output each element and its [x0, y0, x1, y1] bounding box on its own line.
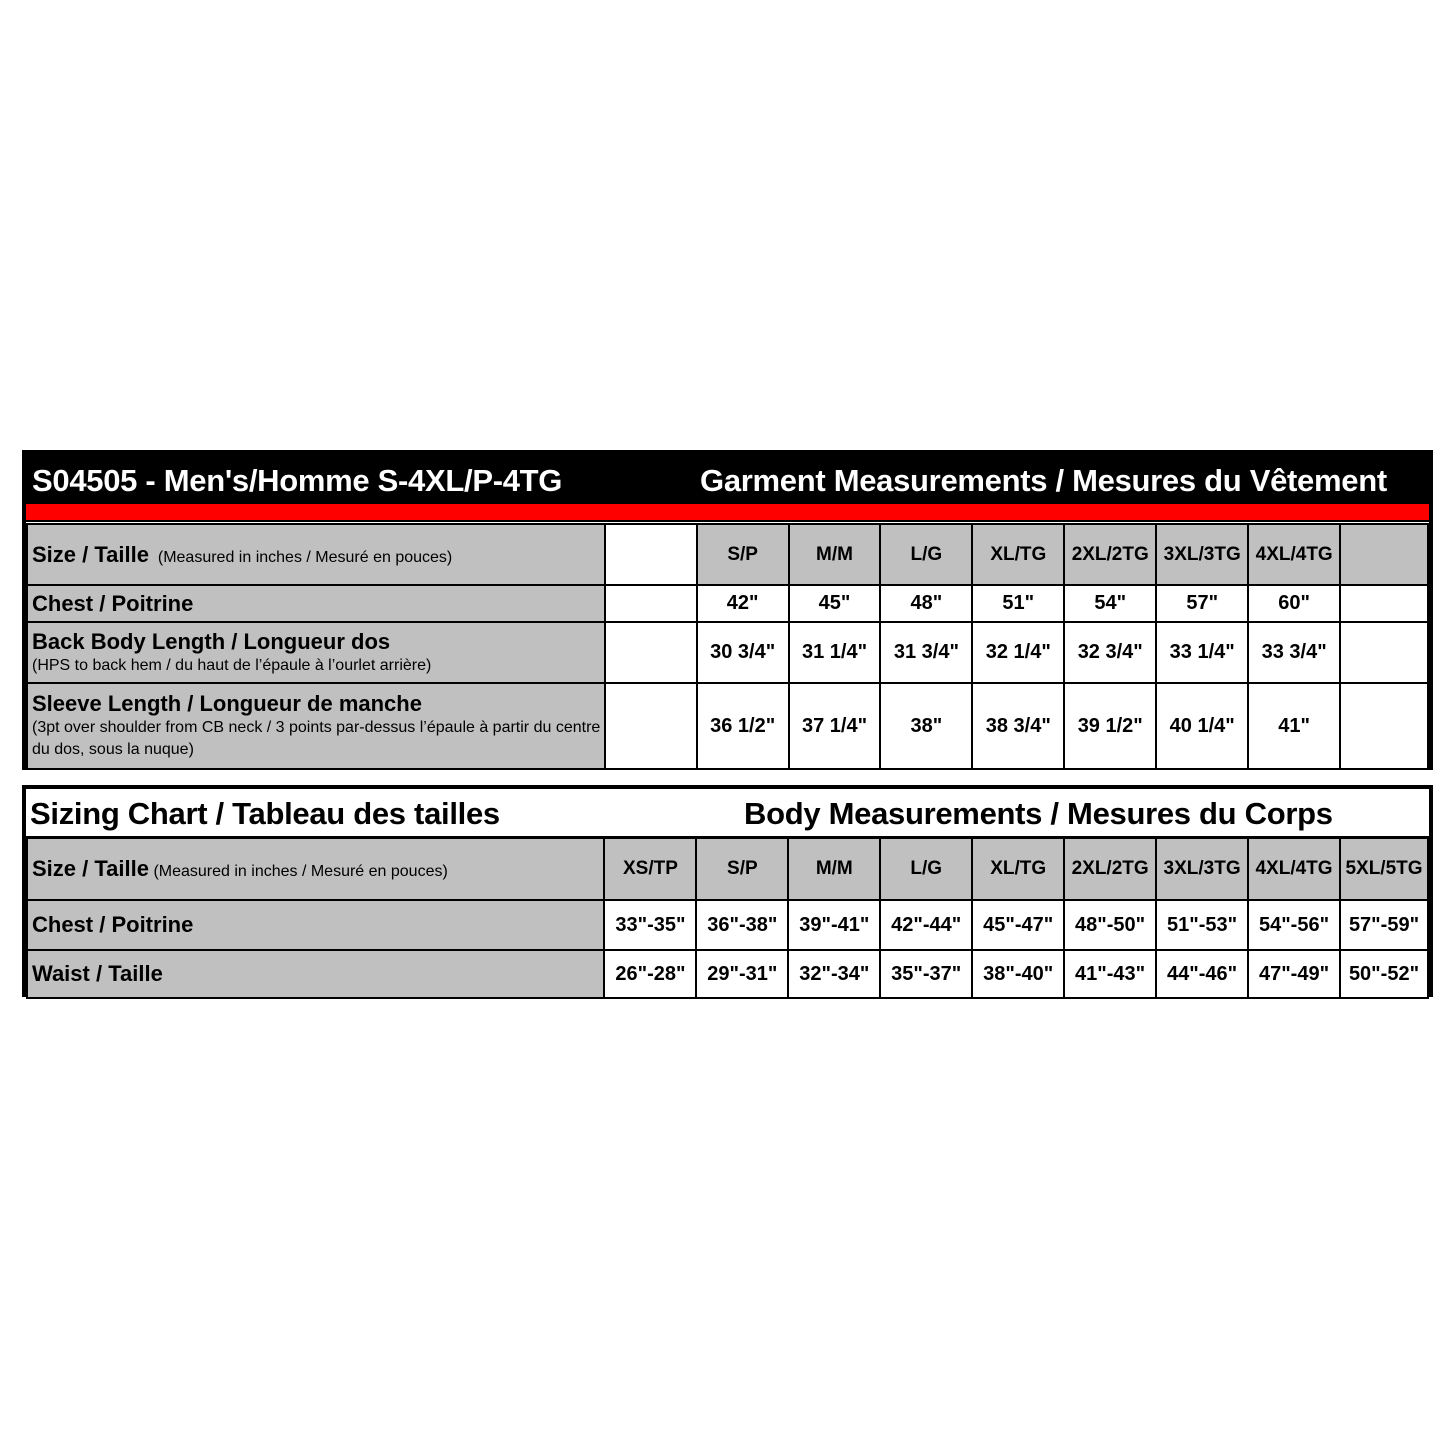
value-cell: 47"-49": [1248, 950, 1340, 998]
value-cell: 48": [880, 585, 972, 622]
row-label-cell: [27, 683, 605, 769]
row-label-cell: [27, 950, 604, 998]
body-measurements-table: [22, 785, 1433, 997]
body-title-row: [26, 789, 1429, 838]
value-cell: 32 3/4": [1064, 622, 1156, 683]
value-cell: 35"-37": [880, 950, 972, 998]
size-header: M/M: [789, 524, 881, 585]
empty-cell: [605, 524, 697, 585]
value-cell: 33 3/4": [1248, 622, 1340, 683]
body-grid: [26, 837, 1429, 999]
value-cell: 41"-43": [1064, 950, 1156, 998]
row-label: Waist / Taille: [32, 961, 163, 986]
value-cell: 31 1/4": [789, 622, 881, 683]
value-cell: 36 1/2": [697, 683, 789, 769]
empty-cell: [1340, 585, 1428, 622]
value-cell: 26"-28": [604, 950, 696, 998]
size-header: 2XL/2TG: [1064, 524, 1156, 585]
empty-cell: [1340, 524, 1428, 585]
row-label: Back Body Length / Longueur dos: [32, 628, 391, 654]
value-cell: 42": [697, 585, 789, 622]
size-header: S/P: [697, 524, 789, 585]
empty-cell: [605, 622, 697, 683]
value-cell: 48"-50": [1064, 900, 1156, 950]
value-cell: 45": [789, 585, 881, 622]
size-note: (Measured in inches / Mesuré en pouces): [157, 548, 453, 566]
row-note: (3pt over shoulder from CB neck / 3 points par-dessus l’épaule à partir du centre du dos, sous la nuque): [32, 719, 601, 758]
value-cell: 60": [1248, 585, 1340, 622]
empty-cell: [1340, 622, 1428, 683]
value-cell: 29"-31": [696, 950, 788, 998]
value-cell: 57": [1156, 585, 1248, 622]
table-row: [27, 585, 1428, 622]
size-header: 4XL/4TG: [1248, 524, 1340, 585]
size-header: 2XL/2TG: [1064, 838, 1156, 900]
size-header: 3XL/3TG: [1156, 524, 1248, 585]
size-header: XL/TG: [972, 524, 1064, 585]
size-header: L/G: [880, 524, 972, 585]
table-row: [27, 900, 1428, 950]
row-label: Chest / Poitrine: [32, 590, 194, 616]
value-cell: 54": [1064, 585, 1156, 622]
size-header: 4XL/4TG: [1248, 838, 1340, 900]
size-header: S/P: [696, 838, 788, 900]
table-row: [27, 622, 1428, 683]
value-cell: 38": [880, 683, 972, 769]
row-label-cell: [27, 622, 605, 683]
value-cell: 54"-56": [1248, 900, 1340, 950]
value-cell: 31 3/4": [880, 622, 972, 683]
value-cell: 51"-53": [1156, 900, 1248, 950]
garment-size-row: [27, 524, 1428, 585]
value-cell: 57"-59": [1340, 900, 1428, 950]
body-section-title: Body Measurements / Mesures du Corps: [744, 796, 1333, 831]
value-cell: 40 1/4": [1156, 683, 1248, 769]
value-cell: 39 1/2": [1064, 683, 1156, 769]
row-label-cell: [27, 585, 605, 622]
size-label: Size / Taille: [32, 541, 149, 567]
size-header: XL/TG: [972, 838, 1064, 900]
size-label-cell: [27, 524, 605, 585]
product-title: S04505 - Men's/Homme S-4XL/P-4TG: [32, 463, 563, 498]
size-header: 5XL/5TG: [1340, 838, 1428, 900]
garment-measurements-table: [22, 450, 1433, 770]
row-label-cell: [27, 900, 604, 950]
garment-title-bar: [26, 454, 1429, 504]
value-cell: 50"-52": [1340, 950, 1428, 998]
value-cell: 41": [1248, 683, 1340, 769]
value-cell: 42"-44": [880, 900, 972, 950]
red-accent-bar: [26, 504, 1429, 522]
sizing-chart-title: Sizing Chart / Tableau des tailles: [30, 796, 500, 831]
value-cell: 38"-40": [972, 950, 1064, 998]
size-header: L/G: [880, 838, 972, 900]
value-cell: 32"-34": [788, 950, 880, 998]
value-cell: 38 3/4": [972, 683, 1064, 769]
size-header: XS/TP: [604, 838, 696, 900]
size-header: M/M: [788, 838, 880, 900]
size-label: Size / Taille: [32, 856, 149, 881]
row-label: Sleeve Length / Longueur de manche: [32, 691, 422, 716]
row-note: (HPS to back hem / du haut de l’épaule à l’ourlet arrière): [32, 656, 432, 674]
value-cell: 32 1/4": [972, 622, 1064, 683]
value-cell: 39"-41": [788, 900, 880, 950]
empty-cell: [605, 585, 697, 622]
value-cell: 51": [972, 585, 1064, 622]
garment-section-title: Garment Measurements / Mesures du Vêtement: [700, 463, 1387, 498]
table-row: [27, 683, 1428, 769]
body-size-row: [27, 838, 1428, 900]
value-cell: 30 3/4": [697, 622, 789, 683]
empty-cell: [605, 683, 697, 769]
value-cell: 37 1/4": [789, 683, 881, 769]
value-cell: 36"-38": [696, 900, 788, 950]
value-cell: 44"-46": [1156, 950, 1248, 998]
value-cell: 33 1/4": [1156, 622, 1248, 683]
value-cell: 45"-47": [972, 900, 1064, 950]
size-note: (Measured in inches / Mesuré en pouces): [153, 863, 448, 880]
table-row: [27, 950, 1428, 998]
size-header: 3XL/3TG: [1156, 838, 1248, 900]
row-label: Chest / Poitrine: [32, 912, 194, 937]
size-label-cell: [27, 838, 604, 900]
garment-grid: [26, 523, 1429, 770]
value-cell: 33"-35": [604, 900, 696, 950]
empty-cell: [1340, 683, 1428, 769]
